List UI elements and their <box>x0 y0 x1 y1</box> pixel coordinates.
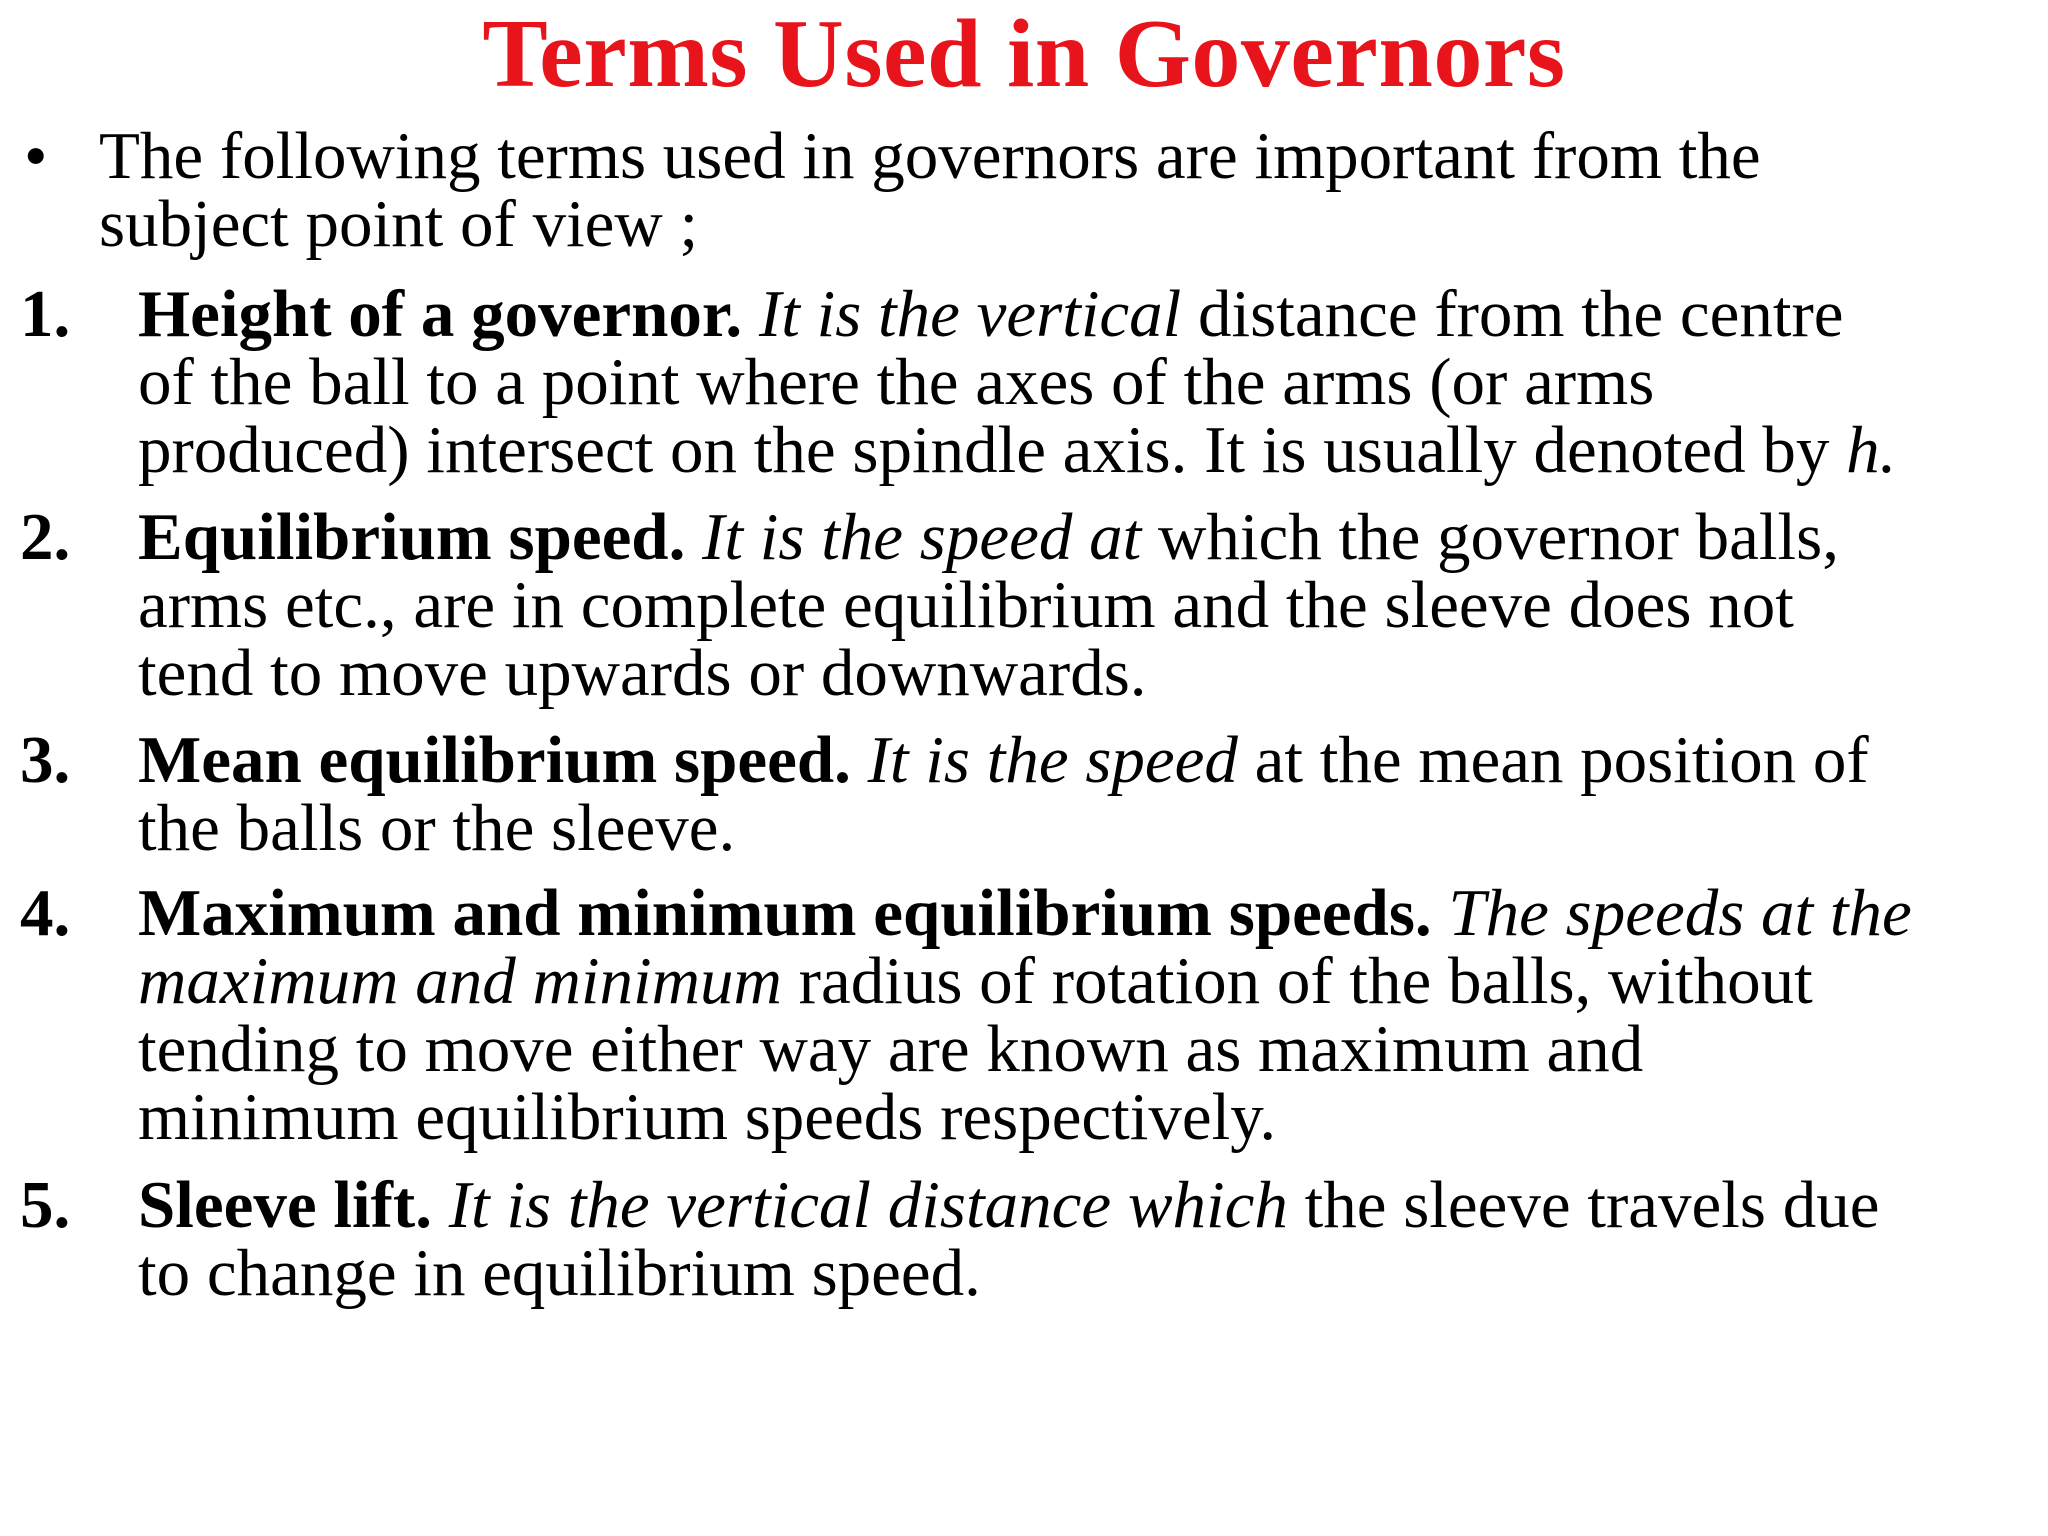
term-emphasis: It is the vertical <box>758 277 1182 351</box>
item-number: 1. <box>20 277 71 351</box>
term-label: Equilibrium speed. <box>138 500 686 574</box>
term-text: at the mean position of <box>1254 723 1869 797</box>
item-line: tending to move either way are known as maximum and <box>138 1012 1644 1086</box>
item-first-line <box>138 500 2038 574</box>
item-body <box>138 500 2038 710</box>
term-text: which the governor balls, <box>1157 500 1839 574</box>
intro-line: subject point of view ; <box>99 187 699 261</box>
item-line: the balls or the sleeve. <box>138 791 736 865</box>
term-text: radius of rotation of the balls, without <box>798 944 1813 1018</box>
item-number: 4. <box>20 876 71 950</box>
item-line: tend to move upwards or downwards. <box>138 636 1147 710</box>
item-body <box>138 277 2038 487</box>
slide-title: Terms Used in Governors <box>482 0 1566 108</box>
item-line: arms etc., are in complete equilibrium and the sleeve does not <box>138 568 1794 642</box>
term-emphasis: It is the vertical distance which <box>448 1168 1288 1242</box>
bullet-icon: • <box>24 119 48 193</box>
item-second-line <box>138 944 2038 1018</box>
item-line: to change in equilibrium speed. <box>138 1236 981 1310</box>
term-label: Sleeve lift. <box>138 1168 432 1242</box>
term-symbol: h. <box>1846 413 1897 487</box>
item-body <box>138 876 2038 1154</box>
item-first-line <box>138 277 2038 351</box>
item-first-line <box>138 723 2038 797</box>
intro-text <box>99 119 1999 261</box>
item-number: 5. <box>20 1168 71 1242</box>
item-number: 2. <box>20 500 71 574</box>
item-first-line <box>138 1168 2038 1242</box>
item-number: 3. <box>20 723 71 797</box>
item-last-line <box>138 413 2038 487</box>
item-body <box>138 1168 2038 1310</box>
term-emphasis: It is the speed <box>867 723 1238 797</box>
term-text: the sleeve travels due <box>1304 1168 1880 1242</box>
term-emphasis: The speeds at the <box>1448 876 1912 950</box>
item-first-line <box>138 876 2038 950</box>
term-label: Maximum and minimum equilibrium speeds. <box>138 876 1432 950</box>
term-label: Mean equilibrium speed. <box>138 723 851 797</box>
item-line: of the ball to a point where the axes of the arms (or arms <box>138 345 1655 419</box>
term-label: Height of a governor. <box>138 277 743 351</box>
term-emphasis: maximum and minimum <box>138 944 782 1018</box>
item-line: produced) intersect on the spindle axis. It is usually denoted by <box>138 413 1830 487</box>
item-body <box>138 723 2038 865</box>
term-emphasis: It is the speed at <box>702 500 1142 574</box>
intro-line: The following terms used in governors are important from the <box>99 119 1761 193</box>
item-line: minimum equilibrium speeds respectively. <box>138 1080 1277 1154</box>
term-text: distance from the centre <box>1198 277 1844 351</box>
